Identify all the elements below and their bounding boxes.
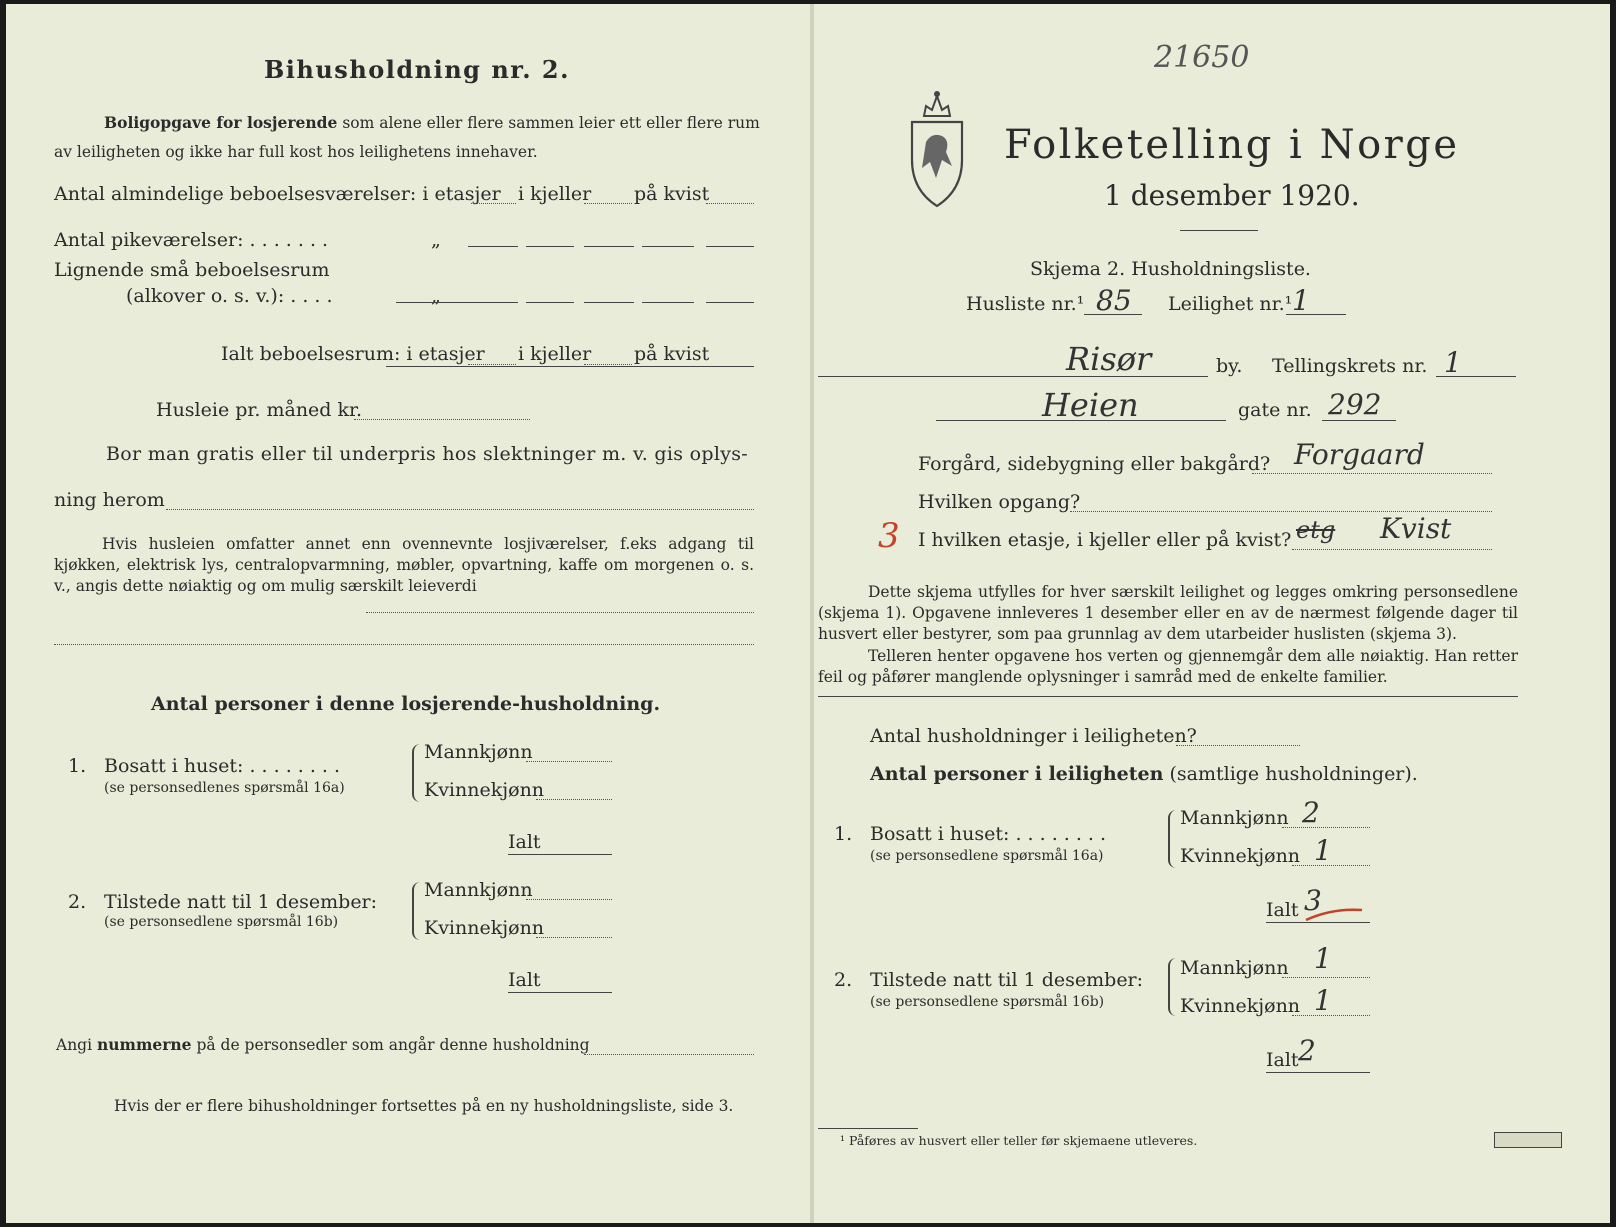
rooms-kvist-label: på kvist — [634, 183, 710, 205]
left-title: Bihusholdning nr. 2. — [264, 55, 570, 84]
coat-of-arms-icon — [902, 86, 972, 208]
rooms-label: Antal almindelige beboelsesværelser: i etasjer — [54, 183, 501, 205]
flere-note: Hvis der er flere bihusholdninger fortsettes på en ny husholdningsliste, side 3. — [114, 1097, 734, 1115]
right-tilstede-num: 2. — [834, 969, 853, 991]
ialt-rum-underline — [386, 366, 754, 367]
leilighet-value: 1 — [1292, 284, 1310, 317]
right-bosatt-num: 1. — [834, 823, 853, 845]
left-bosatt-kvinne-field[interactable] — [536, 799, 612, 800]
lignende-label: Lignende små beboelsesrum — [54, 259, 330, 281]
left-tilstede-mann-label: Mannkjønn — [424, 879, 533, 901]
rooms-kjeller-label: i kjeller — [518, 183, 592, 205]
intro-line-2: av leiligheten og ikke har full kost hos leilighetens innehaver. — [54, 143, 538, 161]
alkover-kvist-dash — [642, 302, 694, 303]
gratis-field[interactable] — [166, 509, 754, 510]
intro-line-1 — [104, 114, 760, 133]
angi-bold: nummerne — [97, 1035, 192, 1054]
etasje-label: I hvilken etasje, i kjeller eller på kvist? — [918, 529, 1292, 551]
forgaard-value: Forgaard — [1294, 438, 1425, 471]
angi-line — [56, 1036, 590, 1055]
by-label: by. — [1216, 355, 1243, 377]
right-tilstede-sub: (se personsedlene spørsmål 16b) — [870, 994, 1105, 1010]
right-tilstede-mann-label: Mannkjønn — [1180, 957, 1289, 979]
left-tilstede-ialt-field[interactable] — [508, 992, 612, 993]
right-bosatt-brace — [1168, 810, 1178, 868]
right-bosatt-mann-label: Mannkjønn — [1180, 807, 1289, 829]
pike-etasjer-field[interactable] — [468, 246, 518, 247]
alkover-ditto: „ — [431, 285, 441, 307]
angi-pre: Angi — [56, 1036, 93, 1054]
footnote: ¹ Påføres av husvert eller teller før skjemaene utleveres. — [840, 1133, 1198, 1148]
right-bosatt-mann-field[interactable] — [1282, 827, 1370, 828]
husleie-label: Husleie pr. måned kr. — [156, 399, 363, 421]
left-bosatt-label: Bosatt i huset: . . . . . . . . — [104, 755, 341, 777]
pike-kjeller-field[interactable] — [526, 246, 574, 247]
left-bosatt-mann-field[interactable] — [526, 761, 612, 762]
gate-value: Heien — [1042, 386, 1139, 424]
ialt-rum-kjeller-field[interactable] — [584, 364, 632, 365]
etasje-marker: 3 — [878, 516, 900, 556]
right-tilstede-label: Tilstede natt til 1 desember: — [870, 969, 1144, 991]
left-bosatt-num: 1. — [68, 755, 87, 777]
left-bosatt-mann-label: Mannkjønn — [424, 741, 533, 763]
husleien-paragraph: Hvis husleien omfatter annet enn ovennevnte losjiværelser, f.eks adgang til kjøkken, elektrisk lys, centralopvarmning, møbler, opvartning, kaffe om morgenen o. s. v., angis dette nøiaktig og om mulig særskilt leieverdi — [54, 535, 754, 595]
right-persons-heading — [870, 764, 1418, 786]
right-bosatt-label: Bosatt i huset: . . . . . . . . — [870, 823, 1107, 845]
left-bosatt-kvinne-label: Kvinnekjønn — [424, 779, 545, 801]
left-tilstede-kvinne-field[interactable] — [536, 937, 612, 938]
etasje-struck: etg — [1296, 516, 1336, 544]
right-bosatt-sub: (se personsedlene spørsmål 16a) — [870, 848, 1104, 864]
alkover-kvist-field[interactable] — [706, 302, 754, 303]
left-tilstede-brace — [412, 882, 422, 940]
left-tilstede-kvinne-label: Kvinnekjønn — [424, 917, 545, 939]
husliste-label: Husliste nr.¹ — [966, 293, 1085, 315]
leilighet-label: Leilighet nr.¹ — [1168, 293, 1293, 315]
right-bosatt-kvinne-value: 1 — [1314, 834, 1332, 867]
gratis-line-2: ning herom — [54, 489, 165, 511]
forgaard-label: Forgård, sidebygning eller bakgård? — [918, 453, 1271, 475]
husleie-field[interactable] — [354, 419, 530, 420]
pike-ditto: „ — [431, 229, 441, 251]
printer-stamp — [1494, 1132, 1562, 1148]
right-tilstede-mann-value: 1 — [1314, 942, 1332, 975]
rooms-etasjer-field[interactable] — [471, 203, 516, 204]
intro-bold: Boligopgave for losjerende — [104, 113, 338, 132]
gate-label: gate nr. — [1238, 399, 1312, 421]
forgaard-field[interactable] — [1252, 473, 1492, 474]
right-page — [814, 4, 1606, 1215]
right-bosatt-ialt-label: Ialt — [1266, 899, 1299, 921]
angi-field[interactable] — [584, 1054, 754, 1055]
krets-label: Tellingskrets nr. — [1272, 355, 1428, 377]
alkover-mid-field[interactable] — [584, 302, 634, 303]
pike-kvist-field[interactable] — [706, 246, 754, 247]
right-persons-rest: (samtlige husholdninger). — [1169, 763, 1418, 785]
left-tilstede-ialt-label: Ialt — [508, 969, 541, 991]
alkover-label: (alkover o. s. v.): . . . . — [126, 285, 333, 307]
leieverdi-field-2[interactable] — [54, 644, 754, 645]
alkover-kjeller-field[interactable] — [526, 302, 574, 303]
right-bosatt-ialt-value: 3 — [1304, 884, 1322, 917]
gate-nr-value: 292 — [1328, 388, 1382, 421]
pike-mid-field[interactable] — [584, 246, 634, 247]
left-page — [6, 4, 810, 1215]
left-bosatt-ialt-label: Ialt — [508, 831, 541, 853]
instructions-p1: Dette skjema utfylles for hver særskilt leilighet og legges omkring personsedlene (skjema 1). Opgavene innleveres 1 desember eller en av de nærmest følgende dager til husvert eller bestyrer, som paa grunnlag av dem utarbeider huslisten (skjema 3). — [818, 583, 1518, 643]
alkover-etasjer-field[interactable] — [396, 302, 518, 303]
right-tilstede-mann-field[interactable] — [1282, 977, 1370, 978]
left-tilstede-label: Tilstede natt til 1 desember: — [104, 891, 378, 913]
left-tilstede-sub: (se personsedlene spørsmål 16b) — [104, 914, 339, 930]
pike-kvist-dash — [642, 246, 694, 247]
etasje-field[interactable] — [1292, 549, 1492, 550]
census-date: 1 desember 1920. — [1104, 179, 1360, 212]
ialt-rum-etasjer-field[interactable] — [468, 364, 516, 365]
right-tilstede-ialt-value: 2 — [1298, 1034, 1316, 1067]
husholdninger-label: Antal husholdninger i leiligheten? — [870, 725, 1197, 747]
instructions-p2: Telleren henter opgavene hos verten og gjennemgår dem alle nøiaktig. Han retter feil og påfører manglende oplysninger i samråd med de enkelte familier. — [818, 647, 1518, 686]
right-bosatt-mann-value: 2 — [1302, 796, 1320, 829]
left-tilstede-num: 2. — [68, 891, 87, 913]
gratis-line-1: Bor man gratis eller til underpris hos slektninger m. v. gis oplys- — [106, 443, 749, 465]
angi-rest: på de personsedler som angår denne husholdning — [196, 1036, 590, 1054]
ialt-rum-label: Ialt beboelsesrum: i etasjer — [221, 343, 485, 365]
right-tilstede-ialt-field[interactable] — [1266, 1072, 1370, 1073]
husholdninger-field[interactable] — [1176, 745, 1300, 746]
opgang-label: Hvilken opgang? — [918, 491, 1081, 513]
ialt-rum-kjeller-label: i kjeller — [518, 343, 592, 365]
right-tilstede-ialt-label: Ialt — [1266, 1049, 1299, 1071]
by-value: Risør — [1066, 340, 1152, 378]
right-tilstede-kvinne-label: Kvinnekjønn — [1180, 995, 1301, 1017]
rooms-kvist-field[interactable] — [706, 203, 754, 204]
left-persons-heading: Antal personer i denne losjerende-husholdning. — [151, 693, 661, 715]
etasje-value: Kvist — [1380, 512, 1452, 545]
red-correction-stroke — [1302, 904, 1366, 924]
skjema-label: Skjema 2. Husholdningsliste. — [1030, 258, 1311, 280]
ialt-rum-kvist-label: på kvist — [634, 343, 710, 365]
leieverdi-field[interactable] — [366, 612, 754, 613]
right-title: Folketelling i Norge — [1004, 122, 1460, 168]
intro-rest: som alene eller flere sammen leier ett eller flere rum — [342, 114, 760, 132]
krets-value: 1 — [1444, 346, 1462, 379]
left-bosatt-sub: (se personsedlenes spørsmål 16a) — [104, 780, 345, 796]
right-bosatt-kvinne-label: Kvinnekjønn — [1180, 845, 1301, 867]
right-persons-bold: Antal personer i leiligheten — [870, 763, 1164, 785]
left-tilstede-mann-field[interactable] — [526, 899, 612, 900]
rooms-kjeller-field[interactable] — [584, 203, 632, 204]
left-bosatt-brace — [412, 744, 422, 802]
archive-number: 21650 — [1154, 40, 1250, 75]
husliste-value: 85 — [1096, 284, 1132, 317]
title-rule — [1180, 230, 1258, 231]
pike-label: Antal pikeværelser: . . . . . . . — [54, 229, 329, 251]
right-tilstede-kvinne-value: 1 — [1314, 984, 1332, 1017]
instructions-rule — [818, 696, 1518, 697]
left-bosatt-ialt-field[interactable] — [508, 854, 612, 855]
right-tilstede-brace — [1168, 958, 1178, 1016]
footnote-rule — [818, 1128, 918, 1129]
